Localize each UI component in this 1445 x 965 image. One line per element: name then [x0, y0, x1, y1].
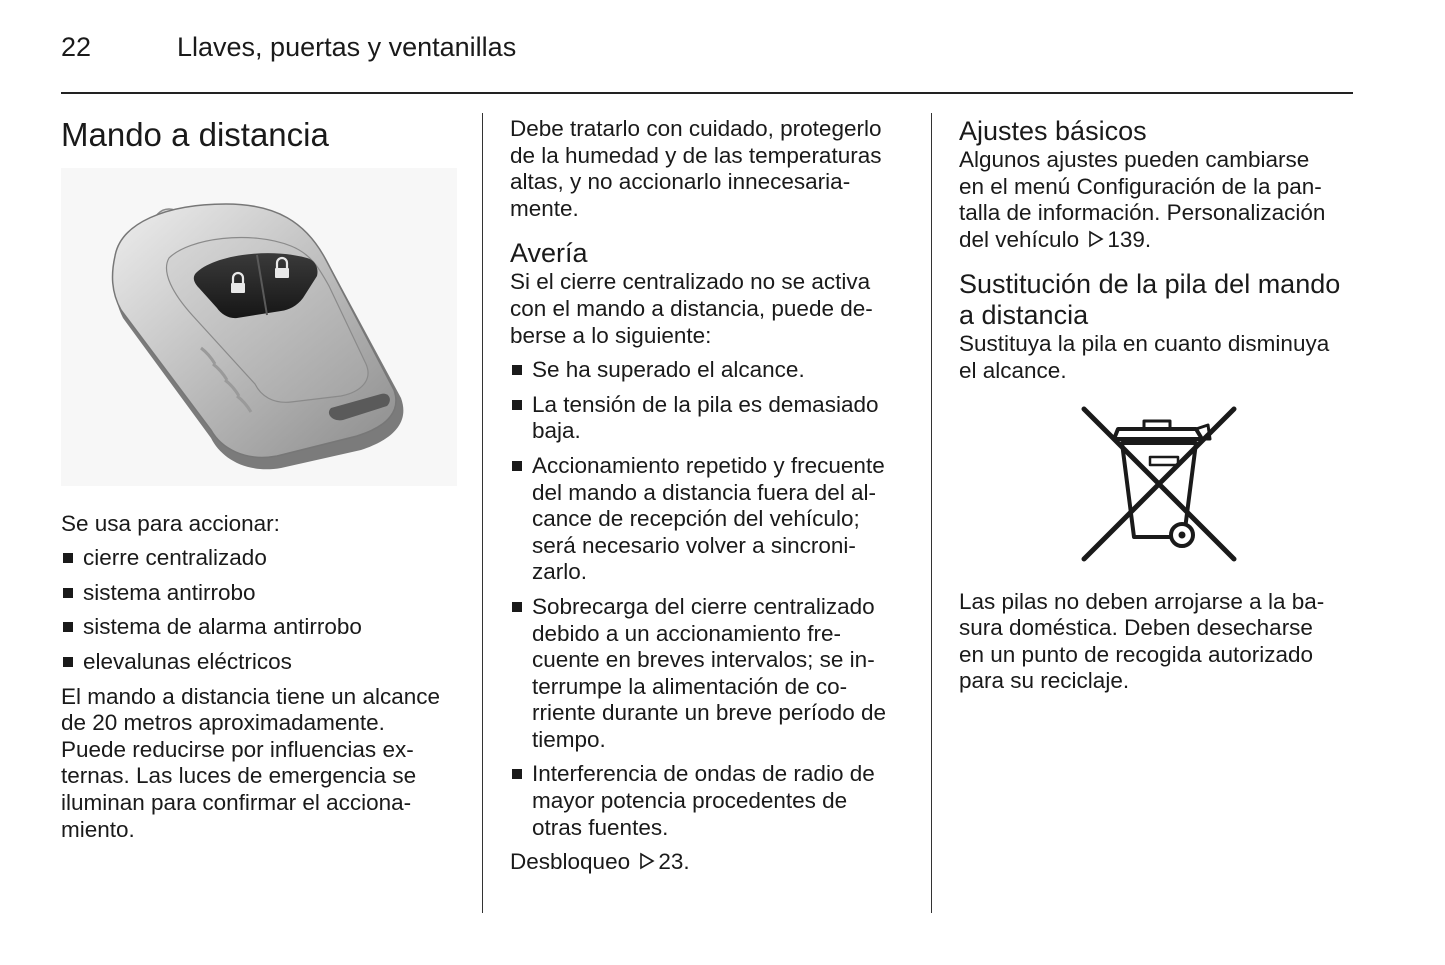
text-line: Si el cierre centralizado no se activa [510, 269, 871, 295]
text-line: tiempo. [532, 726, 606, 752]
list-item: elevalunas eléctricos [61, 649, 461, 676]
text-line: cance de recepción del vehículo; [532, 506, 860, 532]
care-paragraph [510, 116, 910, 222]
page-reference-arrow-icon [638, 852, 656, 870]
column-divider [482, 113, 483, 913]
range-paragraph [61, 684, 461, 844]
text-line: en un punto de recogida autorizado [959, 641, 1314, 667]
text-line: Accionamiento repetido y frecuente [532, 452, 885, 478]
text-line: debido a un accionamiento fre- [532, 620, 841, 646]
list-item [510, 594, 910, 754]
section-title-basic-settings: Ajustes básicos [959, 116, 1147, 146]
list-item [510, 761, 910, 841]
text-line: el alcance. [959, 357, 1067, 383]
list-item: sistema de alarma antirrobo [61, 614, 461, 641]
text-line: Algunos ajustes pueden cambiarse [959, 147, 1310, 172]
text-line: mayor potencia procedentes de [532, 788, 848, 814]
crossed-out-wheelie-bin-icon [1074, 399, 1244, 569]
text-line: para su reciclaje. [959, 668, 1130, 694]
text-line: altas, y no accionarlo innecesaria- [510, 169, 851, 195]
text-line: de 20 metros aproximadamente. [61, 710, 385, 736]
text-line: iluminan para confirmar el acciona- [61, 789, 412, 815]
text-line: rriente durante un breve período de [532, 700, 886, 726]
crossed-bin-figure [959, 399, 1359, 569]
remote-key-illustration [61, 168, 457, 486]
column-fault [510, 116, 910, 876]
text-line: Se ha superado el alcance. [532, 357, 805, 383]
uses-intro: Se usa para accionar: [61, 510, 280, 536]
reference-label: Desbloqueo [510, 849, 631, 875]
fault-intro [510, 269, 910, 349]
list-item [510, 392, 910, 445]
text-line: El mando a distancia tiene un alcance [61, 683, 440, 709]
text-line: Sobrecarga del cierre centralizado [532, 593, 875, 619]
basic-settings-paragraph [959, 147, 1359, 253]
page-number: 22 [61, 32, 92, 62]
text-line: terrumpe la alimentación de co- [532, 673, 848, 699]
disposal-paragraph [959, 589, 1359, 695]
column-divider [931, 113, 932, 913]
text-line: zarlo. [532, 559, 588, 585]
text-line: otras fuentes. [532, 814, 669, 840]
text-line: cuente en breves intervalos; se in- [532, 647, 875, 673]
text-line: con el mando a distancia, puede de- [510, 295, 873, 321]
causes-list [510, 357, 910, 841]
text-line: ternas. Las luces de emergencia se [61, 763, 417, 789]
text-line: mente. [510, 195, 579, 221]
text-line: Las pilas no deben arrojarse a la ba- [959, 588, 1325, 614]
text-line: talla de información. Personalización [959, 200, 1326, 226]
uses-list [61, 545, 461, 675]
column-remote-control [61, 116, 461, 843]
page-reference-arrow-icon [1087, 230, 1105, 248]
text-line: berse a lo siguiente: [510, 322, 712, 348]
battery-paragraph [959, 331, 1359, 384]
text-line: de la humedad y de las temperaturas [510, 142, 882, 168]
text-line: Interferencia de ondas de radio de [532, 761, 875, 787]
unlock-reference [510, 849, 910, 876]
text-line: del vehículo [959, 226, 1080, 252]
list-item [510, 453, 910, 586]
list-item [510, 357, 910, 384]
reference-page[interactable]: 23. [658, 849, 690, 875]
text-line: miento. [61, 816, 135, 842]
section-title-battery [959, 269, 1359, 331]
list-item: cierre centralizado [61, 545, 461, 572]
text-line: Puede reducirse por influencias ex- [61, 736, 414, 762]
text-line: sura doméstica. Deben desecharse [959, 615, 1313, 641]
text-line: será necesario volver a sincroni- [532, 532, 856, 558]
text-line: en el menú Configuración de la pan- [959, 173, 1322, 199]
reference-page[interactable]: 139. [1107, 226, 1152, 252]
text-line: del mando a distancia fuera del al- [532, 479, 876, 505]
text-line: a distancia [959, 300, 1089, 331]
page-header [61, 28, 1353, 94]
column-settings-battery [959, 116, 1359, 695]
chapter-title: Llaves, puertas y ventanillas [177, 32, 517, 62]
text-line: baja. [532, 418, 581, 444]
text-line: La tensión de la pila es demasiado [532, 391, 879, 417]
section-title-fault: Avería [510, 238, 588, 269]
section-title-remote: Mando a distancia [61, 116, 329, 153]
text-line: Sustitución de la pila del mando [959, 269, 1341, 300]
text-line: Debe tratarlo con cuidado, protegerlo [510, 116, 882, 141]
list-item: sistema antirrobo [61, 580, 461, 607]
text-line: Sustituya la pila en cuanto disminuya [959, 331, 1330, 357]
